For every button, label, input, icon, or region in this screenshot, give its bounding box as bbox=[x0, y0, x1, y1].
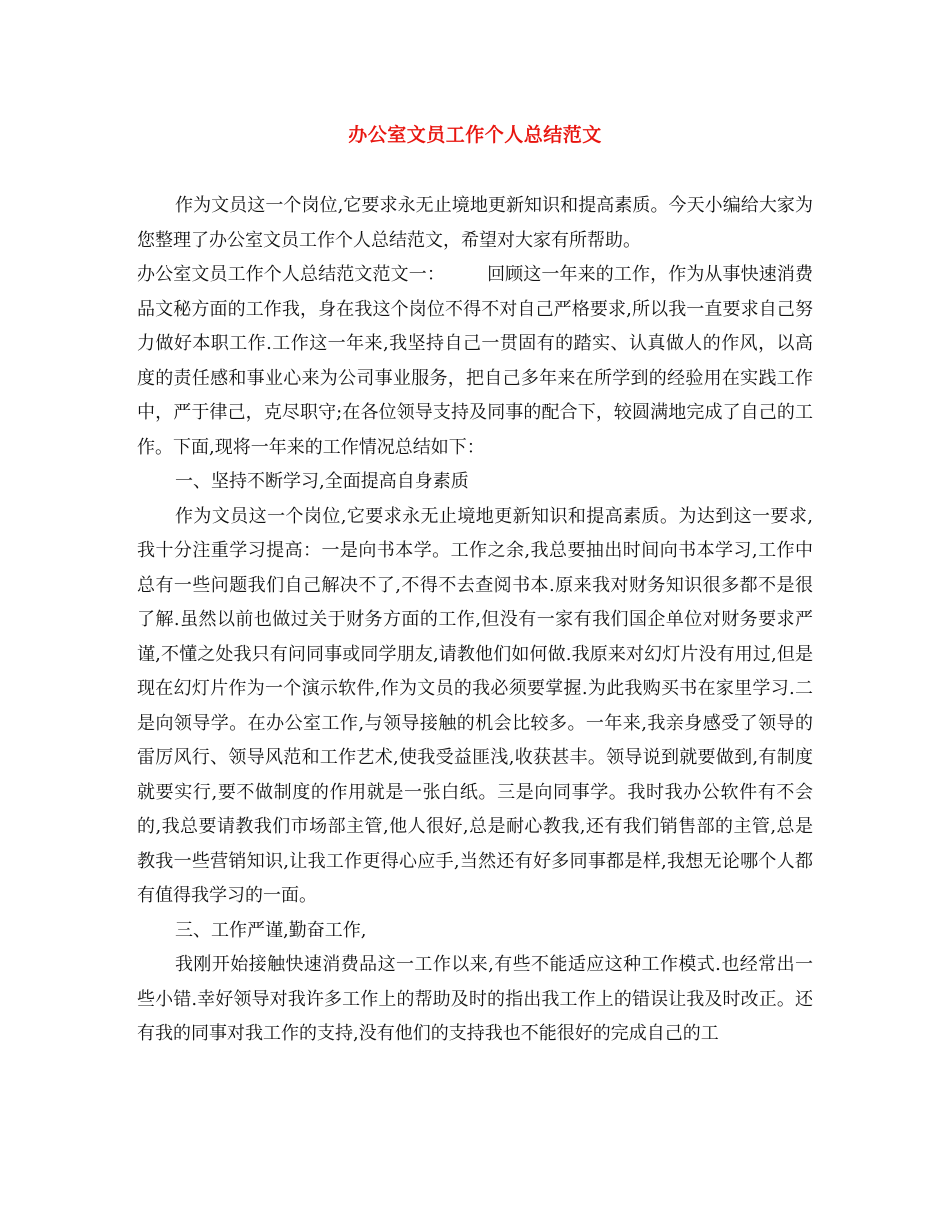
intro-paragraph: 作为文员这一个岗位,它要求永无止境地更新知识和提高素质。今天小编给大家为您整理了办公室文员工作个人总结范文，希望对大家有所帮助。 bbox=[137, 195, 813, 251]
sample-text: 回顾这一年来的工作，作为从事快速消费品文秘方面的工作我，身在我这个岗位不得不对自己严格要求,所以我一直要求自己努力做好本职工作.工作这一年来,我坚持自己一贯固有的踏实、认真做人的作风，以高度的责任感和事业心来为公司事业服务，把自己多年来在所学到的经验用在实践工作中，严于律己，克尽职守;在各位领导支持及同事的配合下，较圆满地完成了自己的工作。下面,现将一年来的工作情况总结如下： bbox=[137, 264, 814, 458]
document-title: 办公室文员工作个人总结范文 bbox=[348, 124, 602, 146]
sample-label: 办公室文员工作个人总结范文范文一： bbox=[137, 264, 445, 285]
sample-paragraph bbox=[137, 258, 813, 465]
document-body bbox=[137, 189, 813, 1052]
section-1-paragraph: 作为文员这一个岗位,它要求永无止境地更新知识和提高素质。为达到这一要求,我十分注重学习提高：一是向书本学。工作之余,我总要抽出时间向书本学习,工作中总有一些问题我们自己解决不了,不得不去查阅书本.原来我对财务知识很多都不是很了解.虽然以前也做过关于财务方面的工作,但没有一家有我们国企单位对财务要求严谨,不懂之处我只有问同事或同学朋友,请教他们如何做.我原来对幻灯片没有用过,但是现在幻灯片作为一个演示软件,作为文员的我必须要掌握.为此我购买书在家里学习.二是向领导学。在办公室工作,与领导接触的机会比较多。一年来,我亲身感受了领导的雷厉风行、领导风范和工作艺术,使我受益匪浅,收获甚丰。领导说到就要做到,有制度就要实行,要不做制度的作用就是一张白纸。三是向同事学。我时我办公软件有不会的,我总要请教我们市场部主管,他人很好,总是耐心教我,还有我们销售部的主管,总是教我一些营销知识,让我工作更得心应手,当然还有好多同事都是样,我想无论哪个人都有值得我学习的一面。 bbox=[137, 505, 813, 906]
section-heading-1: 一、坚持不断学习,全面提高自身素质 bbox=[175, 471, 469, 492]
section-3-paragraph: 我刚开始接触快速消费品这一工作以来,有些不能适应这种工作模式.也经常出一些小错.幸好领导对我许多工作上的帮助及时的指出我工作上的错误让我及时改正。还有我的同事对我工作的支持,没有他们的支持我也不能很好的完成自己的工 bbox=[137, 954, 813, 1044]
section-heading-3: 三、工作严谨,勤奋工作, bbox=[175, 919, 367, 941]
